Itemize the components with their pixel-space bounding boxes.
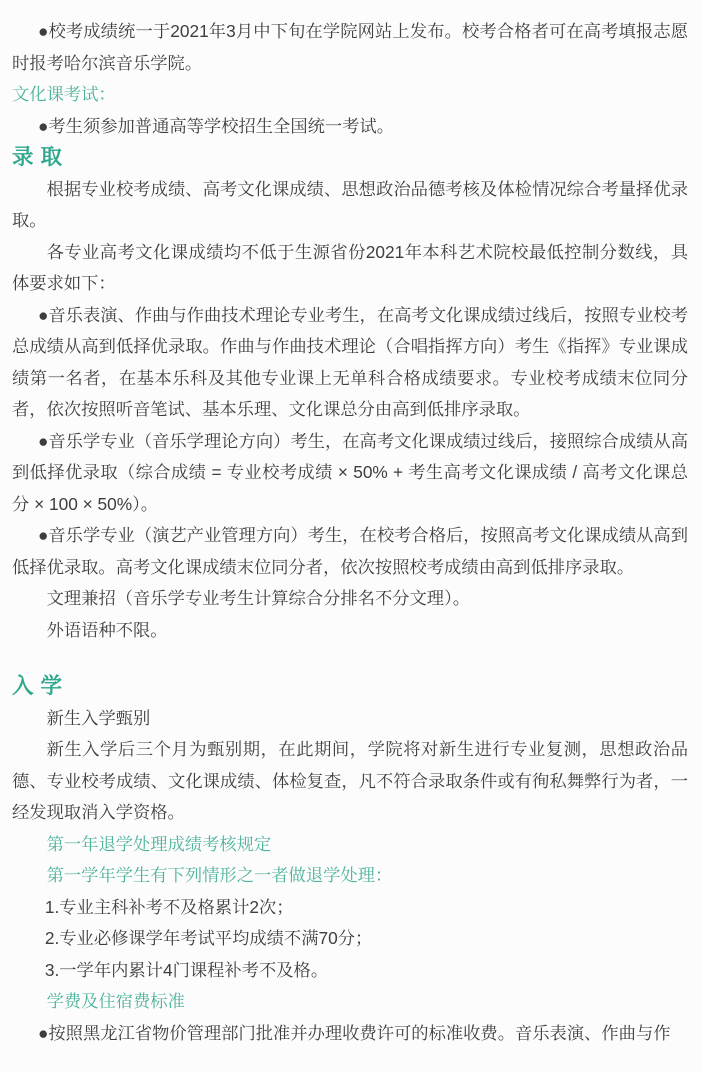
paragraph-score-threshold: 各专业高考文化课成绩均不低于生源省份2021年本科艺术院校最低控制分数线，具体要求如下：: [12, 241, 688, 293]
paragraph-school-exam-results: ●校考成绩统一于2021年3月中下旬在学院网站上发布。校考合格者可在高考填报志愿时报考哈尔滨音乐学院。: [12, 21, 688, 73]
numbered-item-2: 2.专业必修课学年考试平均成绩不满70分；: [44, 928, 373, 948]
paragraph-music-performance-rule: ●音乐表演、作曲与作曲技术理论专业考生，在高考文化课成绩过线后，按照专业校考总成绩从高到低择优录取。作曲与作曲技术理论（合唱指挥方向）考生《指挥》专业课成绩第一名者，在基本乐科及其他专业课上无单科合格成绩要求。专业校考成绩末位同分者，依次按照听音笔试、基本乐理、文化课总分由高到低排序录取。: [12, 304, 688, 419]
paragraph-arts-science-both: 文理兼招（音乐学专业考生计算综合分排名不分文理）。: [46, 588, 470, 608]
paragraph-musicology-theory-rule: ●音乐学专业（音乐学理论方向）考生，在高考文化课成绩过线后，接照综合成绩从高到低择优录取（综合成绩 = 专业校考成绩 × 50% + 考生高考文化课成绩 / 高考文化课总分 × 100 × 50%）。: [12, 430, 688, 514]
paragraph-admission-basis: 根据专业校考成绩、高考文化课成绩、思想政治品德考核及体检情况综合考量择优录取。: [12, 178, 688, 230]
section-heading-enrollment: 入 学: [12, 674, 63, 698]
paragraph-freshman-screening-title: 新生入学甄别: [46, 707, 151, 728]
numbered-item-3: 3.一学年内累计4门课程补考不及格。: [44, 959, 329, 980]
paragraph-freshman-screening-detail: 新生入学后三个月为甄别期，在此期间，学院将对新生进行专业复测，思想政治品德、专业校考成绩、文化课成绩、体检复查，凡不符合录取条件或有徇私舞弊行为者，一经发现取消入学资格。: [12, 739, 688, 822]
subheading-tuition: 学费及住宿费标准: [46, 991, 185, 1011]
paragraph-national-exam: ●考生须参加普通高等学校招生全国统一考试。: [37, 115, 395, 136]
paragraph-foreign-language: 外语语种不限。: [46, 619, 168, 640]
subheading-dismissal-conditions: 第一学年学生有下列情形之一者做退学处理：: [46, 865, 393, 885]
paragraph-musicology-management-rule: ●音乐学专业（演艺产业管理方向）考生，在校考合格后，按照高考文化课成绩从高到低择优录取。高考文化课成绩末位同分者，依次按照校考成绩由高到低排序录取。: [12, 525, 688, 577]
numbered-item-1: 1.专业主科补考不及格累计2次；: [44, 896, 294, 917]
section-heading-admission: 录 取: [12, 145, 63, 169]
subheading-dismissal-rule: 第一年退学处理成绩考核规定: [46, 833, 272, 854]
paragraph-tuition-standard: ●按照黑龙江省物价管理部门批准并办理收费许可的标准收费。音乐表演、作曲与作: [37, 1022, 671, 1043]
subheading-culture-exam: 文化课考试：: [12, 84, 116, 104]
